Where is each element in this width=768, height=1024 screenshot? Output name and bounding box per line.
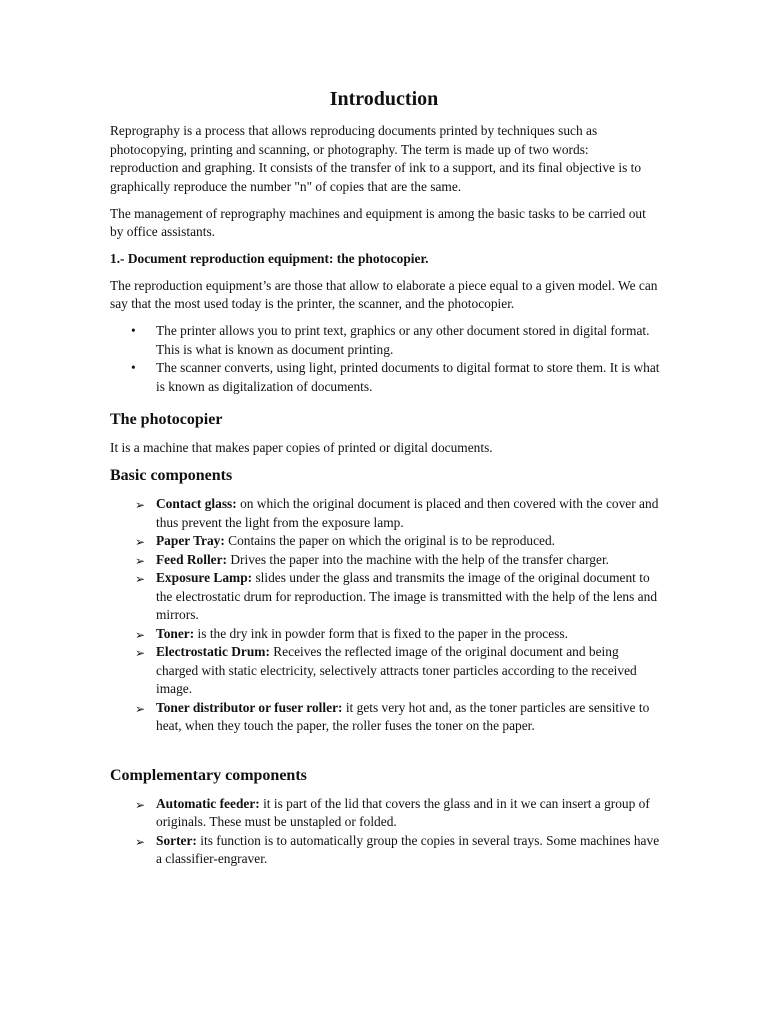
list-item [110,625,660,644]
intro-paragraph-1: Reprography is a process that allows reproducing documents printed by techniques such as photocopying, printing and scanning, or photography. The term is made up of two words: reproduction and graphing. It consists of the transfer of ink to a support, and its final objective is to graphically reproduce the number "n" of copies that are the same. [110,123,642,194]
component-description: slides under the glass and transmits the image of the original document to the electrostatic drum for reproduction. The image is transmitted with the help of the lens and mirrors. [156,570,658,622]
component-description: its function is to automatically group the copies in several trays. Some machines have a classifier-engraver. [156,832,660,866]
component-term: Sorter: [156,832,197,848]
component-description: it is part of the lid that covers the glass and in it we can insert a group of originals. These must be unstapled or folded. [156,795,650,829]
list-item-text: The scanner converts, using light, printed documents to digital format to store them. It is what is known as digitalization of documents. [156,360,660,394]
list-item [110,795,660,832]
component-term: Toner: [156,625,195,641]
photocopier-heading: The photocopier [110,411,223,428]
section-heading-equipment: 1.- Document reproduction equipment: the photocopier. [110,251,429,266]
equipment-paragraph: The reproduction equipment’s are those that allow to elaborate a piece equal to a given model. We can say that the most used today is the printer, the scanner, and the photocopier. [110,277,658,311]
component-description: Receives the reflected image of the original document and being charged with static electricity, selectively attracts toner particles according to the received image. [156,644,637,696]
arrowhead-bullet-icon: ➢ [135,646,146,660]
list-item [110,322,660,359]
list-item [110,832,660,869]
arrowhead-bullet-icon: ➢ [135,498,146,512]
component-term: Exposure Lamp: [156,570,253,585]
list-item [110,532,660,551]
list-item [110,643,660,699]
component-term: Contact glass: [156,496,237,511]
equipment-list [110,322,660,396]
bullet-dot-icon: • [131,360,136,375]
basic-components-list [110,495,660,736]
page-title: Introduction [329,88,439,110]
complementary-components-heading: Complementary components [110,766,307,784]
arrowhead-bullet-icon: ➢ [135,553,146,568]
list-item [110,495,660,532]
list-item [110,359,660,396]
document-body [110,122,660,881]
arrowhead-bullet-icon: ➢ [135,797,146,812]
component-description: Drives the paper into the machine with the help of the transfer charger. [227,551,610,567]
arrowhead-bullet-icon: ➢ [135,572,146,586]
component-term: Feed Roller: [156,551,228,567]
component-description: it gets very hot and, as the toner particles are sensitive to heat, when they touch the paper, the roller fuses the toner on the paper. [156,699,650,733]
arrowhead-bullet-icon: ➢ [135,701,146,716]
bullet-dot-icon: • [131,323,136,338]
complementary-components-list [110,795,660,869]
photocopier-paragraph: It is a machine that makes paper copies of printed or digital documents. [110,440,493,455]
list-item [110,551,660,570]
list-item-text: The printer allows you to print text, graphics or any other document stored in digital format. This is what is known as document printing. [156,323,650,357]
component-term: Toner distributor or fuser roller: [156,699,343,715]
list-item [110,569,660,625]
basic-components-heading: Basic components [110,467,233,484]
component-description: is the dry ink in powder form that is fixed to the paper in the process. [194,625,568,641]
component-term: Automatic feeder: [156,795,260,811]
arrowhead-bullet-icon: ➢ [135,834,146,849]
component-term: Paper Tray: [156,533,225,548]
component-term: Electrostatic Drum: [156,644,270,659]
intro-paragraph-2: The management of reprography machines and equipment is among the basic tasks to be carried out by office assistants. [110,205,646,239]
component-description: on which the original document is placed and then covered with the cover and thus prevent the light from the exposure lamp. [156,496,659,530]
list-item [110,699,660,736]
arrowhead-bullet-icon: ➢ [135,535,146,549]
arrowhead-bullet-icon: ➢ [135,627,146,642]
component-description: Contains the paper on which the original is to be reproduced. [224,533,556,548]
